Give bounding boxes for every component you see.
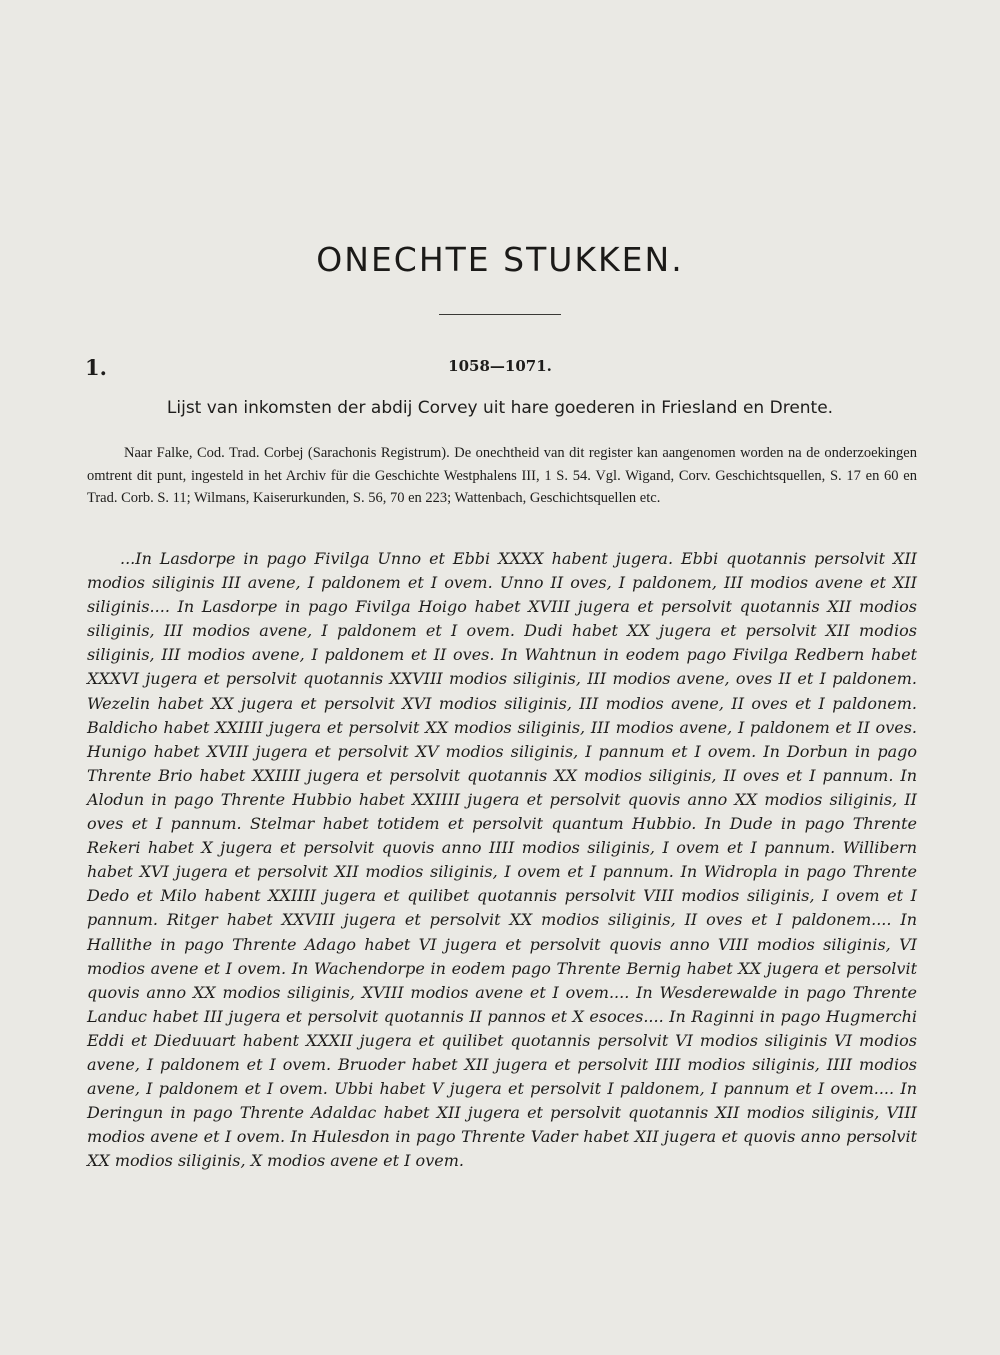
- source-note-text: Naar Falke, Cod. Trad. Corbej (Sarachonis Registrum). De onechtheid van dit register kan aangenomen worden na de onderzoekingen omtrent dit punt, ingesteld in het Archiv für die Geschichte Westphalens III, 1 S. 54. Vgl. Wigand, Corv. Geschichtsquellen, S. 17 en 60 en Trad. Corb. S. 11; Wilmans, Kaiserurkunden, S. 56, 70 en 223; Wattenbach, Geschichtsquellen etc.: [87, 445, 917, 506]
- title-divider: [439, 314, 561, 315]
- date-range: 1058—1071.: [448, 357, 552, 375]
- document-number: 1.: [85, 355, 107, 380]
- document-title: Lijst van inkomsten der abdij Corvey uit hare goederen in Friesland en Drente.: [166, 398, 834, 418]
- charter-text: ...In Lasdorpe in pago Fivilga Unno et Ebbi XXXX habent jugera. Ebbi quotannis persolvit XII modios siliginis III avene, I paldonem et I ovem. Unno II oves, I paldonem, III modios avene et XII siliginis.... In Lasdorpe in pago Fivilga Hoigo habet XVIII jugera et persolvit quotannis XII modios siliginis, III modios avene, I paldonem et I ovem. Dudi habet XX jugera et persolvit XII modios siliginis, III modios avene, I paldonem et II oves. In Wahtnun in eodem pago Fivilga Redbern habet XXXVI jugera et persolvit quotannis XXVIII modios siliginis, III modios avene, oves II et I paldonem. Wezelin habet XX jugera et persolvit XVI modios siliginis, III modios avene, II oves et I paldonem. Baldicho habet XXIIII jugera et persolvit XX modios siliginis, III modios avene, I paldonem et II oves. Hunigo habet XVIII jugera et persolvit XV modios siliginis, I pannum et I ovem. In Dorbun in pago Thrente Brio habet XXIIII jugera et persolvit quotannis XX modios siliginis, II oves et I pannum. In Alodun in pago Thrente Hubbio habet XXIIII jugera et persolvit quovis anno XX modios siliginis, II oves et I pannum. Stelmar habet totidem et persolvit quantum Hubbio. In Dude in pago Thrente Rekeri habet X jugera et persolvit quovis anno IIII modios siliginis, I ovem et I pannum. Willibern habet XVI jugera et persolvit XII modios siliginis, I ovem et I pannum. In Widropla in pago Thrente Dedo et Milo habent XXIIII jugera et quilibet quotannis persolvit VIII modios siliginis, I ovem et I pannum. Ritger habet XXVIII jugera et persolvit XX modios siliginis, II oves et I paldonem.... In Hallithe in pago Thrente Adago habet VI jugera et persolvit quovis anno VIII modios siliginis, VI modios avene et I ovem. In Wachendorpe in eodem pago Thrente Bernig habet XX jugera et persolvit quovis anno XX modios siliginis, XVIII modios avene et I ovem.... In Wesderewalde in pago Thrente Landuc habet III jugera et persolvit quotannis II pannos et X esoces.... In Raginni in pago Hugmerchi Eddi et Dieduuart habent XXXII jugera et quilibet quotannis persolvit VI modios siliginis VI modios avene, I paldonem et I ovem. Bruoder habet XII jugera et persolvit IIII modios siliginis, IIII modios avene, I paldonem et I ovem. Ubbi habet V jugera et persolvit I paldonem, I pannum et I ovem.... In Deringun in pago Thrente Adaldac habet XII jugera et persolvit quotannis XII modios siliginis, VIII modios avene et I ovem. In Hulesdon in pago Thrente Vader habet XII jugera et quovis anno persolvit XX modios siliginis, X modios avene et I ovem.: [87, 549, 917, 1171]
- section-title: ONECHTE STUKKEN.: [316, 240, 684, 279]
- source-note: [87, 442, 917, 510]
